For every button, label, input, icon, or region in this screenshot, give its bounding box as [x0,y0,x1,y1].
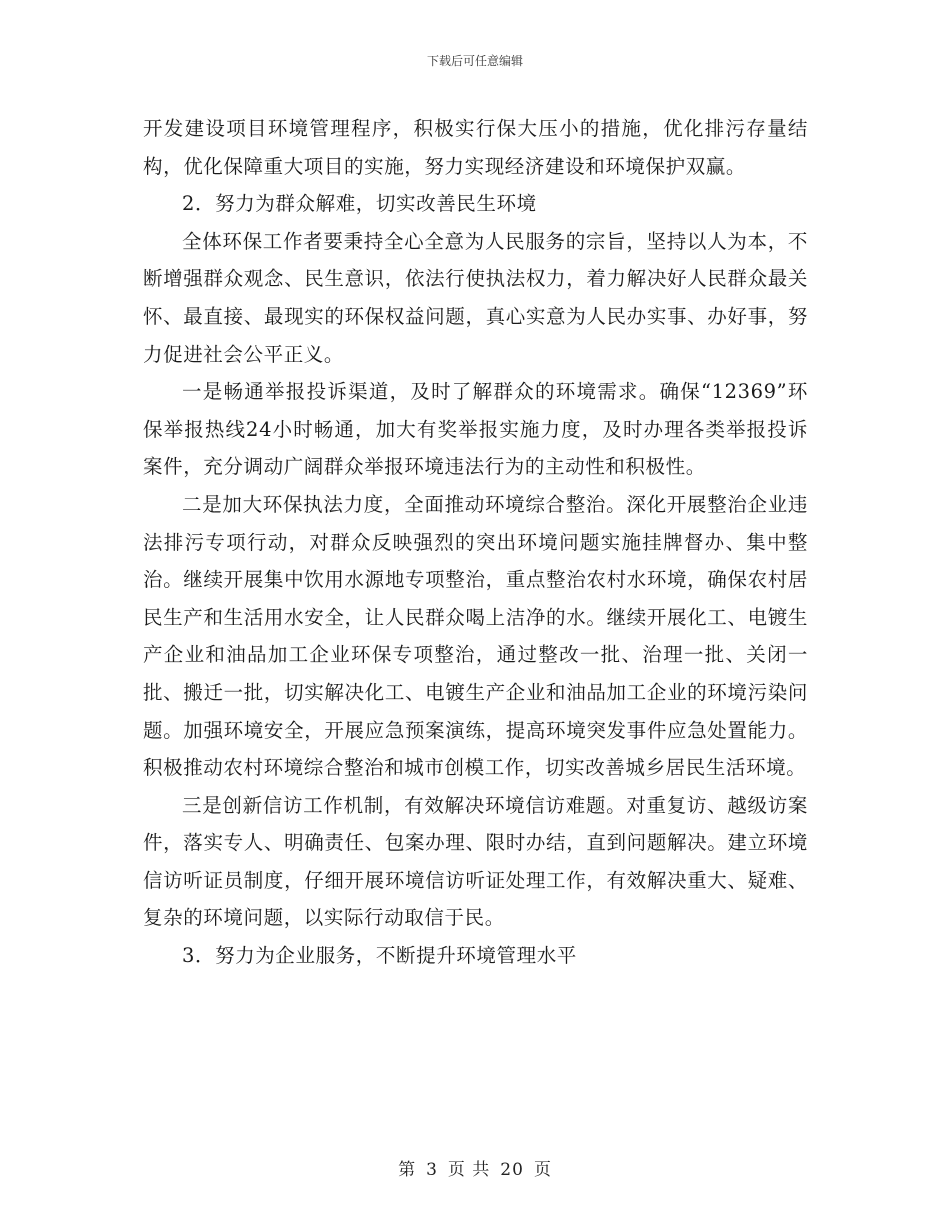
document-body [143,110,808,975]
footer-suffix: 页 [533,1160,552,1180]
paragraph: 一是畅通举报投诉渠道，及时了解群众的环境需求。确保“12369”环保举报热线24小时畅通，加大有奖举报实施力度，及时办理各类举报投诉案件，充分调动广阔群众举报环境违法行为的主动性和积极性。 [143,380,808,479]
paragraph: 全体环保工作者要秉持全心全意为人民服务的宗旨，坚持以人为本，不断增强群众观念、民生意识，依法行使执法权力，着力解决好人民群众最关怀、最直接、最现实的环保权益问题，真心实意为人民办实事、办好事，努力促进社会公平正义。 [143,229,808,366]
page-header-note: 下载后可任意编辑 [426,54,523,68]
paragraph: 三是创新信访工作机制，有效解决环境信访难题。对重复访、越级访案件，落实专人、明确责任、包案办理、限时办结，直到问题解决。建立环境信访听证员制度，仔细开展环境信访听证处理工作，有效解决重大、疑难、复杂的环境问题，以实际行动取信于民。 [143,793,808,930]
footer-middle: 页 共 [447,1160,491,1180]
section-heading: 2．努力为群众解难，切实改善民生环境 [182,192,537,216]
footer-prefix: 第 [398,1160,417,1180]
paragraph: 开发建设项目环境管理程序，积极实行保大压小的措施，优化排污存量结构，优化保障重大项目的实施，努力实现经济建设和环境保护双赢。 [143,117,808,178]
page-number-footer [0,1155,950,1180]
total-pages-number: 20 [500,1160,524,1180]
paragraph: 二是加大环保执法力度，全面推动环境综合整治。深化开展整治企业违法排污专项行动，对群众反映强烈的突出环境问题实施挂牌督办、集中整治。继续开展集中饮用水源地专项整治，重点整治农村水环境，确保农村居民生产和生活用水安全，让人民群众喝上洁净的水。继续开展化工、电镀生产企业和油品加工企业环保专项整治，通过整改一批、治理一批、关闭一批、搬迁一批，切实解决化工、电镀生产企业和油品加工企业的环境污染问题。加强环境安全，开展应急预案演练，提高环境突发事件应急处置能力。积极推动农村环境综合整治和城市创模工作，切实改善城乡居民生活环境。 [143,492,808,780]
current-page-number: 3 [426,1160,438,1180]
section-heading: 3．努力为企业服务，不断提升环境管理水平 [182,944,577,968]
